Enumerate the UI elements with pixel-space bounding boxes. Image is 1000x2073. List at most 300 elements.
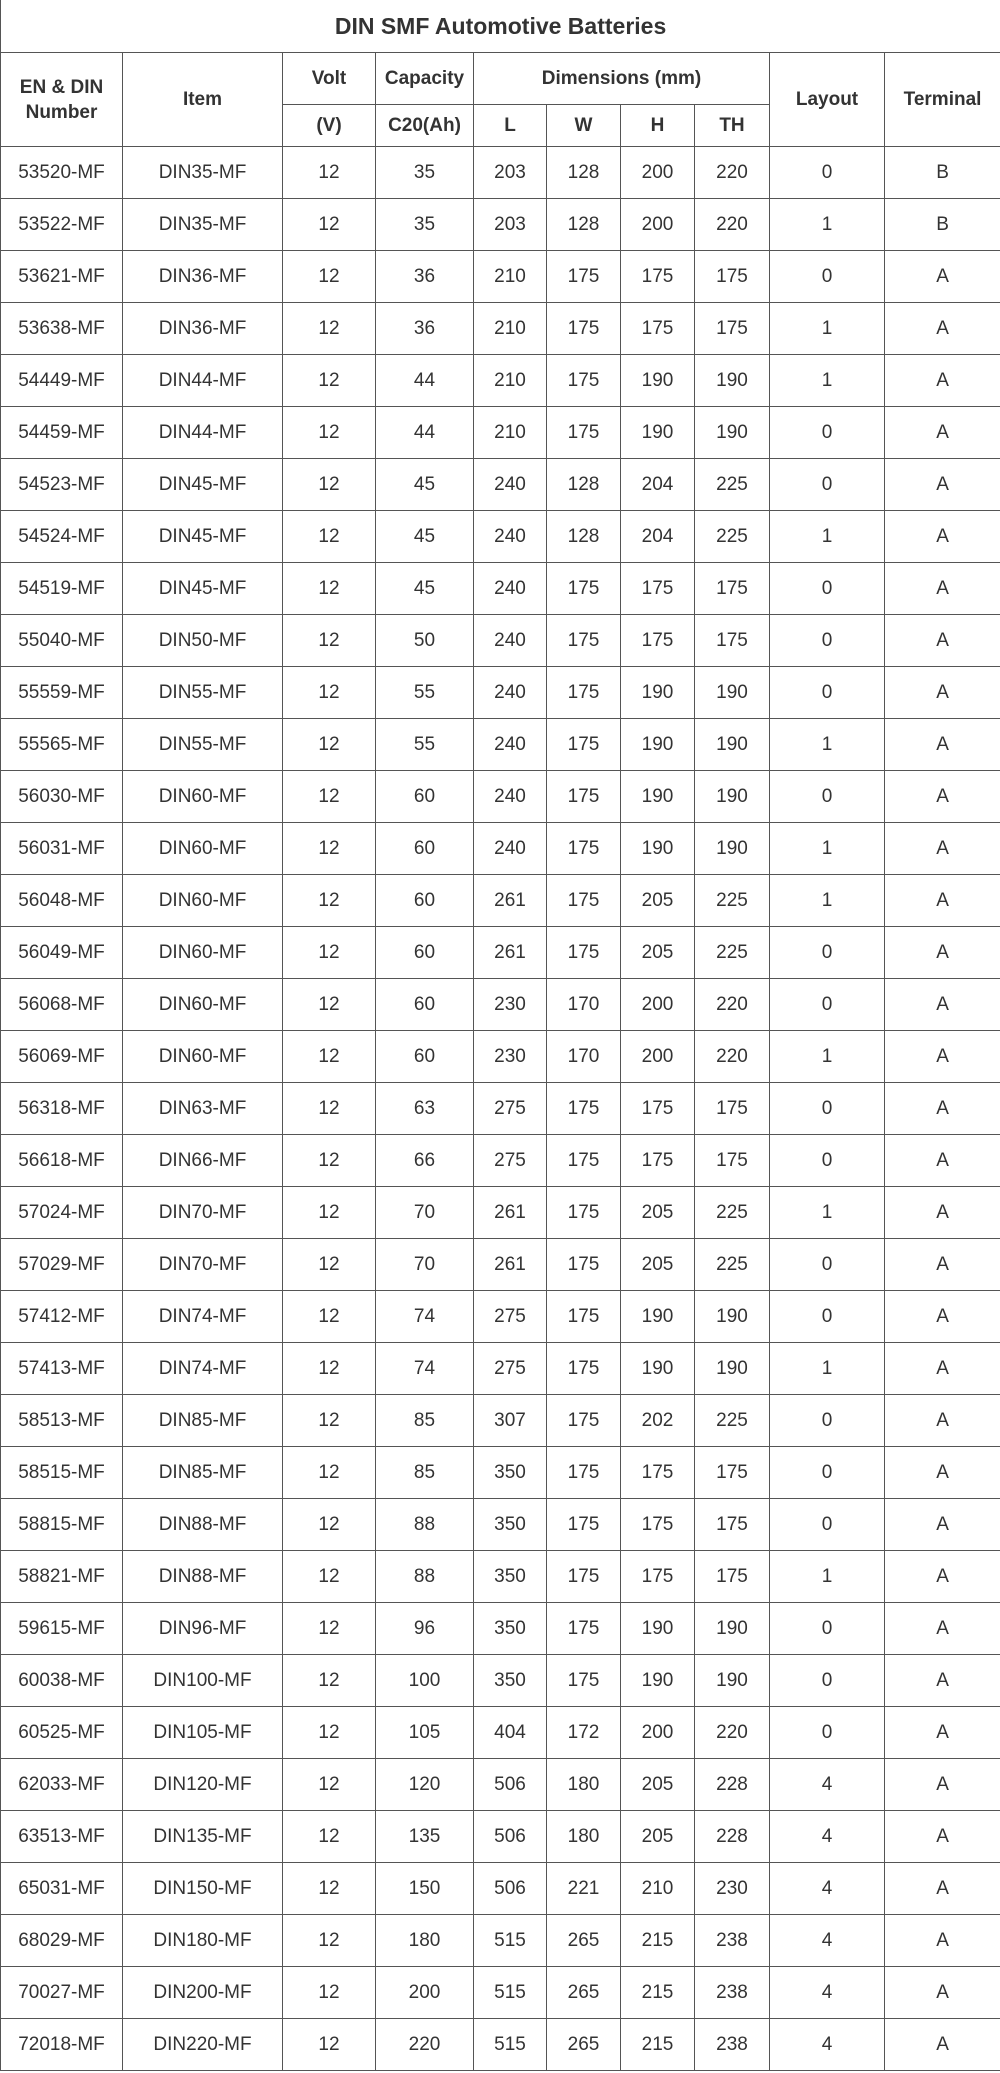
cell-layout: 0 xyxy=(770,1655,885,1707)
cell-item: DIN50-MF xyxy=(123,615,283,667)
cell-width: 175 xyxy=(547,1083,621,1135)
cell-volt: 12 xyxy=(283,1031,376,1083)
table-row xyxy=(1,771,1000,823)
cell-capacity: 85 xyxy=(376,1395,474,1447)
cell-layout: 1 xyxy=(770,1551,885,1603)
cell-length: 515 xyxy=(474,2019,547,2071)
cell-en-din-number: 58815-MF xyxy=(1,1499,123,1551)
cell-height: 190 xyxy=(621,719,695,771)
cell-length: 275 xyxy=(474,1343,547,1395)
cell-item: DIN45-MF xyxy=(123,511,283,563)
cell-item: DIN63-MF xyxy=(123,1083,283,1135)
cell-width: 221 xyxy=(547,1863,621,1915)
table-row xyxy=(1,251,1000,303)
cell-item: DIN44-MF xyxy=(123,407,283,459)
cell-height: 205 xyxy=(621,1239,695,1291)
table-body xyxy=(1,147,1000,2071)
cell-length: 210 xyxy=(474,251,547,303)
cell-volt: 12 xyxy=(283,1447,376,1499)
header-en-din-number: EN & DIN Number xyxy=(1,53,123,147)
cell-length: 240 xyxy=(474,771,547,823)
cell-volt: 12 xyxy=(283,1187,376,1239)
cell-volt: 12 xyxy=(283,1291,376,1343)
cell-height: 190 xyxy=(621,1343,695,1395)
cell-height: 175 xyxy=(621,1447,695,1499)
cell-capacity: 44 xyxy=(376,355,474,407)
cell-width: 175 xyxy=(547,251,621,303)
cell-capacity: 35 xyxy=(376,199,474,251)
cell-capacity: 74 xyxy=(376,1343,474,1395)
cell-en-din-number: 56069-MF xyxy=(1,1031,123,1083)
cell-length: 230 xyxy=(474,979,547,1031)
cell-layout: 1 xyxy=(770,303,885,355)
cell-length: 210 xyxy=(474,407,547,459)
cell-height: 200 xyxy=(621,199,695,251)
cell-terminal: A xyxy=(885,1343,1000,1395)
cell-height: 190 xyxy=(621,771,695,823)
cell-width: 175 xyxy=(547,1655,621,1707)
cell-length: 515 xyxy=(474,1915,547,1967)
cell-terminal: A xyxy=(885,1083,1000,1135)
cell-height: 175 xyxy=(621,251,695,303)
table-row xyxy=(1,927,1000,979)
cell-volt: 12 xyxy=(283,251,376,303)
cell-layout: 4 xyxy=(770,1967,885,2019)
table-row xyxy=(1,1863,1000,1915)
cell-terminal: A xyxy=(885,459,1000,511)
cell-item: DIN88-MF xyxy=(123,1499,283,1551)
cell-terminal: A xyxy=(885,251,1000,303)
cell-capacity: 220 xyxy=(376,2019,474,2071)
cell-layout: 0 xyxy=(770,1499,885,1551)
cell-volt: 12 xyxy=(283,1499,376,1551)
cell-volt: 12 xyxy=(283,511,376,563)
cell-layout: 0 xyxy=(770,1083,885,1135)
cell-total-height: 175 xyxy=(695,563,770,615)
cell-en-din-number: 54449-MF xyxy=(1,355,123,407)
cell-volt: 12 xyxy=(283,459,376,511)
cell-width: 172 xyxy=(547,1707,621,1759)
cell-capacity: 135 xyxy=(376,1811,474,1863)
cell-volt: 12 xyxy=(283,2019,376,2071)
cell-total-height: 190 xyxy=(695,719,770,771)
table-row xyxy=(1,199,1000,251)
cell-layout: 0 xyxy=(770,1603,885,1655)
cell-en-din-number: 55040-MF xyxy=(1,615,123,667)
cell-en-din-number: 62033-MF xyxy=(1,1759,123,1811)
cell-width: 175 xyxy=(547,1603,621,1655)
table-row xyxy=(1,1499,1000,1551)
cell-item: DIN60-MF xyxy=(123,771,283,823)
cell-height: 190 xyxy=(621,1291,695,1343)
cell-total-height: 190 xyxy=(695,407,770,459)
cell-capacity: 55 xyxy=(376,667,474,719)
cell-volt: 12 xyxy=(283,563,376,615)
cell-volt: 12 xyxy=(283,355,376,407)
cell-capacity: 36 xyxy=(376,303,474,355)
cell-volt: 12 xyxy=(283,823,376,875)
header-layout: Layout xyxy=(770,53,885,147)
table-row xyxy=(1,407,1000,459)
cell-width: 175 xyxy=(547,563,621,615)
cell-volt: 12 xyxy=(283,303,376,355)
cell-length: 240 xyxy=(474,823,547,875)
cell-length: 350 xyxy=(474,1655,547,1707)
cell-height: 202 xyxy=(621,1395,695,1447)
cell-capacity: 60 xyxy=(376,1031,474,1083)
cell-width: 128 xyxy=(547,511,621,563)
cell-en-din-number: 58513-MF xyxy=(1,1395,123,1447)
cell-volt: 12 xyxy=(283,1603,376,1655)
table-row xyxy=(1,1551,1000,1603)
cell-total-height: 238 xyxy=(695,1915,770,1967)
cell-total-height: 175 xyxy=(695,251,770,303)
cell-volt: 12 xyxy=(283,199,376,251)
cell-capacity: 60 xyxy=(376,823,474,875)
cell-item: DIN70-MF xyxy=(123,1187,283,1239)
cell-terminal: A xyxy=(885,979,1000,1031)
cell-layout: 1 xyxy=(770,823,885,875)
table-row xyxy=(1,1655,1000,1707)
cell-en-din-number: 53638-MF xyxy=(1,303,123,355)
cell-width: 175 xyxy=(547,1343,621,1395)
cell-width: 175 xyxy=(547,1135,621,1187)
cell-height: 204 xyxy=(621,511,695,563)
cell-total-height: 238 xyxy=(695,1967,770,2019)
cell-width: 175 xyxy=(547,1551,621,1603)
cell-total-height: 175 xyxy=(695,615,770,667)
cell-total-height: 225 xyxy=(695,875,770,927)
cell-en-din-number: 63513-MF xyxy=(1,1811,123,1863)
cell-capacity: 55 xyxy=(376,719,474,771)
cell-terminal: B xyxy=(885,147,1000,199)
table-row xyxy=(1,615,1000,667)
cell-height: 215 xyxy=(621,1967,695,2019)
cell-item: DIN74-MF xyxy=(123,1343,283,1395)
cell-en-din-number: 54459-MF xyxy=(1,407,123,459)
cell-en-din-number: 56618-MF xyxy=(1,1135,123,1187)
cell-total-height: 175 xyxy=(695,1447,770,1499)
cell-en-din-number: 55559-MF xyxy=(1,667,123,719)
cell-capacity: 36 xyxy=(376,251,474,303)
cell-en-din-number: 57412-MF xyxy=(1,1291,123,1343)
cell-length: 350 xyxy=(474,1603,547,1655)
cell-volt: 12 xyxy=(283,1083,376,1135)
header-item: Item xyxy=(123,53,283,147)
cell-item: DIN135-MF xyxy=(123,1811,283,1863)
cell-height: 190 xyxy=(621,823,695,875)
cell-length: 506 xyxy=(474,1811,547,1863)
table-row xyxy=(1,667,1000,719)
cell-total-height: 220 xyxy=(695,199,770,251)
header-capacity: Capacity xyxy=(376,53,474,105)
cell-layout: 0 xyxy=(770,771,885,823)
cell-total-height: 225 xyxy=(695,1395,770,1447)
cell-total-height: 228 xyxy=(695,1811,770,1863)
cell-layout: 0 xyxy=(770,1239,885,1291)
cell-width: 175 xyxy=(547,1239,621,1291)
cell-height: 190 xyxy=(621,1655,695,1707)
cell-en-din-number: 54519-MF xyxy=(1,563,123,615)
cell-volt: 12 xyxy=(283,1343,376,1395)
cell-item: DIN150-MF xyxy=(123,1863,283,1915)
cell-layout: 0 xyxy=(770,1291,885,1343)
header-length: L xyxy=(474,105,547,147)
cell-total-height: 225 xyxy=(695,1239,770,1291)
cell-item: DIN35-MF xyxy=(123,199,283,251)
cell-terminal: A xyxy=(885,1447,1000,1499)
cell-height: 200 xyxy=(621,1031,695,1083)
cell-layout: 0 xyxy=(770,1395,885,1447)
cell-width: 175 xyxy=(547,1395,621,1447)
cell-terminal: A xyxy=(885,511,1000,563)
cell-length: 240 xyxy=(474,511,547,563)
cell-width: 175 xyxy=(547,1447,621,1499)
cell-length: 240 xyxy=(474,719,547,771)
cell-width: 180 xyxy=(547,1759,621,1811)
cell-width: 175 xyxy=(547,823,621,875)
table-row xyxy=(1,303,1000,355)
cell-layout: 0 xyxy=(770,459,885,511)
cell-en-din-number: 57029-MF xyxy=(1,1239,123,1291)
cell-length: 240 xyxy=(474,615,547,667)
table-row xyxy=(1,1083,1000,1135)
cell-terminal: A xyxy=(885,1707,1000,1759)
header-capacity-unit: C20(Ah) xyxy=(376,105,474,147)
cell-en-din-number: 59615-MF xyxy=(1,1603,123,1655)
cell-height: 205 xyxy=(621,1811,695,1863)
table-row xyxy=(1,147,1000,199)
cell-layout: 0 xyxy=(770,563,885,615)
cell-terminal: A xyxy=(885,719,1000,771)
cell-capacity: 85 xyxy=(376,1447,474,1499)
cell-en-din-number: 54524-MF xyxy=(1,511,123,563)
table-row xyxy=(1,875,1000,927)
cell-capacity: 45 xyxy=(376,511,474,563)
cell-height: 175 xyxy=(621,615,695,667)
cell-capacity: 88 xyxy=(376,1551,474,1603)
cell-item: DIN55-MF xyxy=(123,719,283,771)
header-dimensions: Dimensions (mm) xyxy=(474,53,770,105)
table-row xyxy=(1,1135,1000,1187)
cell-total-height: 225 xyxy=(695,459,770,511)
table-row xyxy=(1,979,1000,1031)
cell-item: DIN100-MF xyxy=(123,1655,283,1707)
cell-item: DIN35-MF xyxy=(123,147,283,199)
cell-width: 170 xyxy=(547,979,621,1031)
cell-height: 175 xyxy=(621,1083,695,1135)
cell-length: 350 xyxy=(474,1551,547,1603)
table-row xyxy=(1,1291,1000,1343)
cell-layout: 0 xyxy=(770,251,885,303)
table-row xyxy=(1,1031,1000,1083)
cell-item: DIN88-MF xyxy=(123,1551,283,1603)
cell-length: 275 xyxy=(474,1083,547,1135)
cell-total-height: 225 xyxy=(695,927,770,979)
cell-length: 515 xyxy=(474,1967,547,2019)
cell-en-din-number: 55565-MF xyxy=(1,719,123,771)
cell-height: 215 xyxy=(621,1915,695,1967)
cell-width: 180 xyxy=(547,1811,621,1863)
cell-capacity: 150 xyxy=(376,1863,474,1915)
cell-terminal: A xyxy=(885,1915,1000,1967)
cell-length: 210 xyxy=(474,355,547,407)
cell-terminal: A xyxy=(885,1031,1000,1083)
cell-en-din-number: 53520-MF xyxy=(1,147,123,199)
cell-item: DIN180-MF xyxy=(123,1915,283,1967)
cell-total-height: 230 xyxy=(695,1863,770,1915)
cell-en-din-number: 60038-MF xyxy=(1,1655,123,1707)
cell-capacity: 70 xyxy=(376,1239,474,1291)
cell-width: 175 xyxy=(547,615,621,667)
table-row xyxy=(1,2019,1000,2071)
table-row xyxy=(1,1915,1000,1967)
cell-en-din-number: 60525-MF xyxy=(1,1707,123,1759)
header-terminal: Terminal xyxy=(885,53,1000,147)
cell-width: 265 xyxy=(547,1967,621,2019)
cell-en-din-number: 68029-MF xyxy=(1,1915,123,1967)
cell-total-height: 175 xyxy=(695,1551,770,1603)
cell-item: DIN60-MF xyxy=(123,875,283,927)
cell-en-din-number: 53621-MF xyxy=(1,251,123,303)
cell-width: 265 xyxy=(547,2019,621,2071)
cell-layout: 0 xyxy=(770,927,885,979)
cell-volt: 12 xyxy=(283,1967,376,2019)
cell-layout: 0 xyxy=(770,1447,885,1499)
table-row xyxy=(1,1967,1000,2019)
cell-height: 175 xyxy=(621,303,695,355)
cell-length: 203 xyxy=(474,199,547,251)
cell-terminal: A xyxy=(885,823,1000,875)
header-volt-unit: (V) xyxy=(283,105,376,147)
cell-height: 205 xyxy=(621,875,695,927)
cell-length: 240 xyxy=(474,667,547,719)
cell-total-height: 238 xyxy=(695,2019,770,2071)
cell-total-height: 190 xyxy=(695,355,770,407)
cell-width: 175 xyxy=(547,875,621,927)
cell-capacity: 88 xyxy=(376,1499,474,1551)
header-total-height: TH xyxy=(695,105,770,147)
cell-en-din-number: 56318-MF xyxy=(1,1083,123,1135)
cell-total-height: 228 xyxy=(695,1759,770,1811)
cell-width: 175 xyxy=(547,1499,621,1551)
cell-height: 200 xyxy=(621,979,695,1031)
cell-terminal: A xyxy=(885,771,1000,823)
cell-terminal: A xyxy=(885,1759,1000,1811)
cell-total-height: 190 xyxy=(695,1343,770,1395)
cell-total-height: 220 xyxy=(695,1031,770,1083)
cell-height: 190 xyxy=(621,407,695,459)
cell-length: 240 xyxy=(474,459,547,511)
cell-width: 175 xyxy=(547,667,621,719)
cell-height: 175 xyxy=(621,1499,695,1551)
table-row xyxy=(1,563,1000,615)
cell-width: 175 xyxy=(547,407,621,459)
cell-layout: 0 xyxy=(770,1707,885,1759)
cell-total-height: 175 xyxy=(695,303,770,355)
cell-terminal: A xyxy=(885,1499,1000,1551)
table-row xyxy=(1,1395,1000,1447)
cell-layout: 4 xyxy=(770,2019,885,2071)
cell-volt: 12 xyxy=(283,875,376,927)
cell-width: 265 xyxy=(547,1915,621,1967)
cell-volt: 12 xyxy=(283,771,376,823)
cell-item: DIN85-MF xyxy=(123,1447,283,1499)
cell-total-height: 225 xyxy=(695,511,770,563)
cell-volt: 12 xyxy=(283,1655,376,1707)
cell-total-height: 190 xyxy=(695,1655,770,1707)
cell-height: 200 xyxy=(621,1707,695,1759)
cell-item: DIN36-MF xyxy=(123,303,283,355)
cell-layout: 1 xyxy=(770,875,885,927)
cell-item: DIN55-MF xyxy=(123,667,283,719)
cell-item: DIN44-MF xyxy=(123,355,283,407)
cell-terminal: A xyxy=(885,563,1000,615)
cell-volt: 12 xyxy=(283,1915,376,1967)
cell-en-din-number: 65031-MF xyxy=(1,1863,123,1915)
cell-terminal: A xyxy=(885,1551,1000,1603)
cell-terminal: A xyxy=(885,355,1000,407)
cell-en-din-number: 54523-MF xyxy=(1,459,123,511)
cell-volt: 12 xyxy=(283,147,376,199)
cell-width: 175 xyxy=(547,719,621,771)
table-title: DIN SMF Automotive Batteries xyxy=(1,0,1000,53)
cell-volt: 12 xyxy=(283,1707,376,1759)
cell-height: 205 xyxy=(621,927,695,979)
cell-en-din-number: 56049-MF xyxy=(1,927,123,979)
cell-item: DIN66-MF xyxy=(123,1135,283,1187)
cell-width: 175 xyxy=(547,355,621,407)
cell-capacity: 180 xyxy=(376,1915,474,1967)
table-row xyxy=(1,1447,1000,1499)
cell-capacity: 35 xyxy=(376,147,474,199)
cell-capacity: 45 xyxy=(376,459,474,511)
cell-terminal: A xyxy=(885,1863,1000,1915)
cell-item: DIN220-MF xyxy=(123,2019,283,2071)
cell-capacity: 70 xyxy=(376,1187,474,1239)
cell-terminal: A xyxy=(885,875,1000,927)
cell-item: DIN60-MF xyxy=(123,927,283,979)
cell-terminal: A xyxy=(885,1603,1000,1655)
cell-width: 128 xyxy=(547,199,621,251)
cell-length: 203 xyxy=(474,147,547,199)
cell-terminal: A xyxy=(885,1187,1000,1239)
cell-volt: 12 xyxy=(283,1811,376,1863)
cell-height: 205 xyxy=(621,1187,695,1239)
cell-length: 261 xyxy=(474,875,547,927)
cell-width: 175 xyxy=(547,303,621,355)
cell-volt: 12 xyxy=(283,1863,376,1915)
cell-capacity: 96 xyxy=(376,1603,474,1655)
header-height: H xyxy=(621,105,695,147)
cell-terminal: A xyxy=(885,1811,1000,1863)
cell-capacity: 200 xyxy=(376,1967,474,2019)
cell-volt: 12 xyxy=(283,667,376,719)
cell-item: DIN105-MF xyxy=(123,1707,283,1759)
cell-capacity: 74 xyxy=(376,1291,474,1343)
cell-capacity: 63 xyxy=(376,1083,474,1135)
cell-height: 205 xyxy=(621,1759,695,1811)
cell-capacity: 44 xyxy=(376,407,474,459)
cell-layout: 4 xyxy=(770,1915,885,1967)
cell-en-din-number: 56068-MF xyxy=(1,979,123,1031)
cell-width: 128 xyxy=(547,147,621,199)
cell-terminal: A xyxy=(885,1655,1000,1707)
cell-width: 170 xyxy=(547,1031,621,1083)
cell-en-din-number: 56030-MF xyxy=(1,771,123,823)
cell-en-din-number: 58515-MF xyxy=(1,1447,123,1499)
cell-layout: 4 xyxy=(770,1759,885,1811)
